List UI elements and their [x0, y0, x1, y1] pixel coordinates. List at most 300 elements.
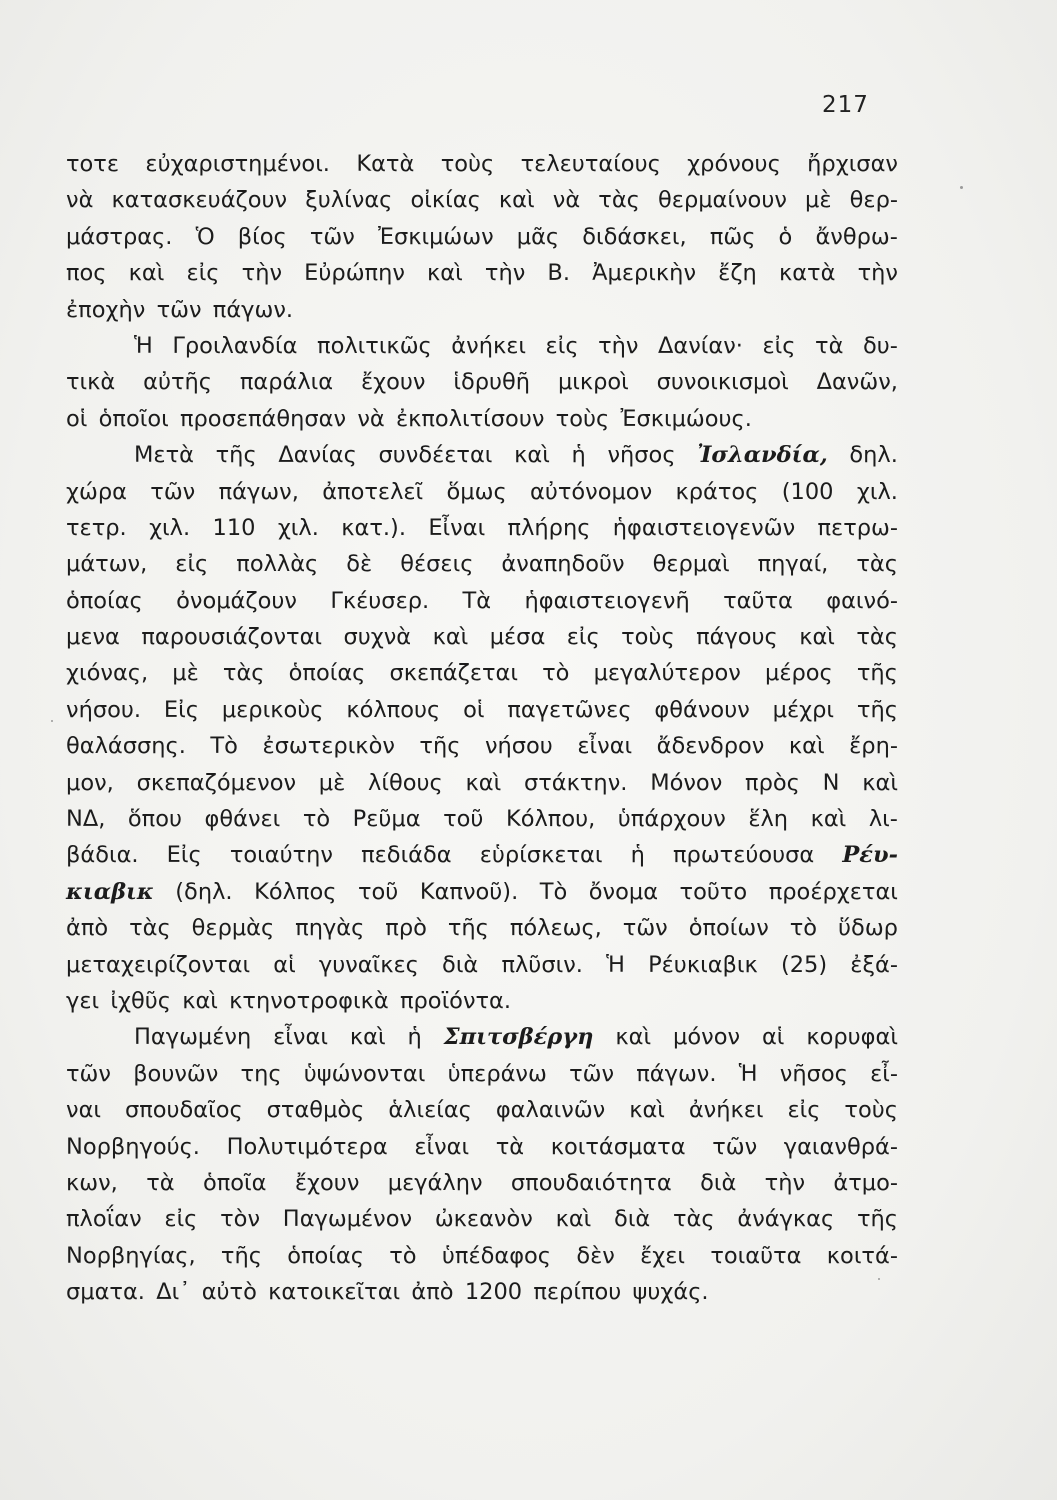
word: σκεπαζόμενον — [136, 769, 297, 796]
text-line — [66, 655, 898, 691]
word: τῶν — [569, 1060, 615, 1087]
word: Κόλπου, — [505, 806, 596, 833]
word: τὴν — [764, 1169, 806, 1196]
word: καὶ — [465, 769, 502, 796]
word: ἱδρυθῆ — [453, 369, 531, 396]
word: τοῦ — [357, 878, 399, 905]
word: κορυφαὶ — [806, 1024, 898, 1051]
word: εἰς — [175, 551, 209, 578]
word: τῶν — [712, 1133, 758, 1160]
word: τῶν — [150, 478, 196, 505]
text-line — [66, 619, 898, 655]
word: καὶ — [182, 987, 218, 1014]
word: καὶ — [427, 260, 463, 287]
word: νὰ — [357, 405, 385, 432]
text-line — [66, 1092, 898, 1128]
word: καὶ — [432, 624, 469, 651]
word: ἔχουν — [294, 1169, 360, 1196]
emphasized-place-name: κιαβικ — [66, 878, 154, 905]
word: τῆς — [419, 733, 461, 760]
word: τὸ — [789, 915, 818, 942]
word: πλήρης — [507, 514, 591, 541]
word: 110 — [212, 514, 256, 541]
word: κοιτά- — [826, 1242, 898, 1269]
word: αὐτὸ — [201, 1279, 257, 1306]
word: σματα. — [66, 1279, 145, 1306]
word: ἐξά- — [850, 951, 898, 978]
text-line — [66, 728, 898, 764]
text-line — [66, 947, 898, 983]
word: ὑψώνονται — [303, 1060, 426, 1087]
word: καὶ — [128, 260, 165, 287]
word: γαιανθρά- — [783, 1133, 898, 1160]
word: μὲ — [805, 187, 832, 214]
word: μερικοὺς — [221, 696, 324, 723]
word: τὰ — [495, 1133, 525, 1160]
word: διὰ — [614, 1206, 651, 1233]
word: κατ.). — [341, 514, 406, 541]
word: παράλια — [239, 369, 334, 396]
word: μενα — [66, 624, 120, 651]
word: Τὰ — [462, 587, 492, 614]
word: νῆσος — [607, 442, 676, 469]
word: ἤρχισαν — [807, 151, 898, 177]
text-line — [66, 182, 898, 218]
word: ὅπου — [127, 806, 182, 833]
word: Εὐρώπην — [304, 260, 405, 287]
word: φθάνει — [204, 806, 281, 833]
word: κράτος — [675, 478, 759, 505]
word: πηγὰς — [295, 915, 365, 942]
word: της — [240, 1060, 282, 1087]
word: Ἡ — [134, 332, 153, 359]
word: γυναῖκες — [318, 951, 419, 978]
word: μεταχειρίζονται — [66, 951, 251, 978]
text-line — [66, 1238, 898, 1274]
word: μον, — [66, 769, 114, 796]
word: σπουδαῖος — [124, 1097, 243, 1124]
text-line — [66, 1129, 898, 1165]
word: τὰ — [815, 332, 844, 359]
word: ὀνομάζουν — [176, 587, 297, 614]
word: νὰ — [66, 187, 94, 214]
word: ἀποτελεῖ — [322, 478, 424, 505]
word: τὰς — [856, 551, 898, 578]
text-line — [66, 474, 898, 510]
word: τὰ — [146, 1169, 175, 1196]
text-line — [66, 983, 898, 1019]
word: πάγων. — [212, 296, 294, 323]
word: Ἡ — [606, 951, 625, 978]
text-line — [66, 874, 898, 910]
word: στάκτην. — [523, 769, 628, 796]
word: Τὸ — [210, 733, 238, 760]
word: νὰ — [552, 187, 581, 214]
word: ἀναπηδοῦν — [501, 551, 625, 578]
word: αἱ — [273, 951, 296, 978]
word: Δανῶν, — [816, 369, 898, 396]
word: πόλεως, — [509, 915, 602, 942]
word: τικὰ — [66, 369, 116, 396]
word: πάγων. — [636, 1060, 717, 1087]
word: ἐποχὴν — [66, 296, 146, 323]
word: δυ- — [862, 332, 898, 359]
text-line — [66, 437, 898, 473]
word: ἔχει — [640, 1242, 686, 1269]
word: πολλὰς — [236, 551, 319, 578]
word: λίθους — [368, 769, 443, 796]
word: τελευταίους — [520, 151, 661, 177]
text-line — [66, 583, 898, 619]
word: Ὁ — [195, 223, 215, 250]
word: μεγάλην — [387, 1169, 483, 1196]
word: τοὺς — [555, 405, 610, 432]
word: πῶς — [709, 223, 756, 250]
word: καὶ — [498, 187, 535, 214]
word: τὴν — [241, 260, 283, 287]
word: ὕδωρ — [838, 915, 898, 942]
word: καὶ — [555, 1206, 592, 1233]
word: θερμαὶ — [652, 551, 730, 578]
word: καὶ — [349, 1024, 386, 1051]
word: οἱ — [66, 405, 88, 432]
word: λι- — [868, 806, 898, 833]
word: Ἡ — [738, 1060, 758, 1087]
word: τῶν — [309, 223, 355, 250]
text-line — [66, 401, 898, 437]
word: πλῦσιν. — [501, 951, 583, 978]
word: εἰς — [186, 260, 220, 287]
word: ἡ — [630, 842, 645, 869]
word: ἀπὸ — [411, 1279, 454, 1306]
text-line — [66, 801, 898, 837]
word: ἄνθρω- — [815, 223, 898, 250]
word: πρὸ — [385, 915, 427, 942]
word: παγετῶνες — [507, 696, 632, 723]
word: τοῦ — [443, 806, 484, 833]
word: καὶ — [799, 624, 835, 651]
word: ἀπὸ — [66, 915, 109, 942]
word: οἱ — [463, 696, 485, 723]
word: Ρεῦμα — [352, 806, 421, 833]
word: τοὺς — [440, 151, 495, 177]
word: πετρω- — [817, 514, 898, 541]
word: χιλ. — [856, 478, 898, 505]
text-line — [66, 546, 898, 582]
word: σταθμὸς — [266, 1097, 365, 1124]
word: Ν — [822, 769, 840, 796]
word: καὶ — [514, 442, 550, 469]
word: τὸ — [302, 806, 331, 833]
word: ἰχθῦς — [110, 987, 171, 1014]
word: Ρέυκιαβικ — [648, 951, 758, 978]
word: τῆς — [856, 696, 898, 723]
word: προσεπάθησαν — [179, 405, 347, 432]
word: θέσεις — [400, 551, 474, 578]
word: εἰς — [164, 1206, 198, 1233]
word: ἔζη — [718, 260, 757, 287]
word: ἀνάγκας — [737, 1206, 835, 1233]
word: συνδέεται — [378, 442, 493, 469]
word: καὶ — [629, 1097, 665, 1124]
word: ὑπέδαφος — [441, 1242, 552, 1269]
word: τῆς — [447, 915, 489, 942]
word: εἰς — [762, 332, 796, 359]
word: Τὸ — [539, 878, 568, 905]
word: ναι — [66, 1097, 102, 1124]
word: Νορβηγούς. — [66, 1133, 200, 1160]
word: τοιαύτην — [229, 842, 333, 869]
word: τὰς — [129, 915, 171, 942]
word: οἰκίας — [410, 187, 481, 214]
word: ἐσωτερικὸν — [262, 733, 395, 760]
word: καὶ — [810, 806, 847, 833]
word: μικροὶ — [557, 369, 629, 396]
word: τὰς — [598, 187, 640, 214]
word: ἀτμο- — [833, 1169, 898, 1196]
word: ἀνήκει — [688, 1097, 764, 1124]
word: εἰς — [545, 332, 579, 359]
word: Ἐσκιμώων — [377, 223, 494, 250]
word: βίος — [237, 223, 287, 250]
word: 1200 — [464, 1279, 523, 1306]
word: ξυλίνας — [305, 187, 393, 214]
word: μάτων, — [66, 551, 148, 578]
word: πεδιάδα — [361, 842, 452, 869]
word: προέρχεται — [768, 878, 898, 905]
text-line — [66, 255, 898, 291]
word: πάγους — [696, 624, 778, 651]
word: ὁποῖοι — [98, 405, 169, 432]
word: τῶν — [66, 1060, 111, 1087]
word: τῆς — [215, 442, 257, 469]
word: τὴν — [857, 260, 898, 287]
word: Παγωμένη — [134, 1024, 252, 1051]
word: ἕλη — [748, 806, 789, 833]
word: σκεπάζεται — [389, 660, 518, 687]
word: ὑπάρχουν — [617, 806, 726, 833]
word: τοτε — [66, 151, 120, 177]
word: Ἐσκιμώους. — [620, 405, 752, 432]
word: τὰς — [673, 1206, 715, 1233]
word: ὁποίας — [288, 660, 366, 687]
word: τῆς — [220, 1242, 262, 1269]
text-line — [66, 510, 898, 546]
word: τὸ — [389, 1242, 417, 1269]
word: ταῦτα — [723, 587, 793, 614]
text-line — [66, 910, 898, 946]
word: χιλ. — [149, 514, 191, 541]
word: Εἶναι — [428, 514, 486, 541]
word: τοῦτο — [679, 878, 748, 905]
word: πάγων, — [218, 478, 299, 505]
emphasized-place-name: Σπιτσβέργη — [443, 1024, 594, 1051]
word: εἶναι — [273, 1024, 328, 1051]
word: χρόνους — [687, 151, 781, 177]
word: πρὸς — [745, 769, 800, 796]
word: βουνῶν — [133, 1060, 219, 1087]
word: εἰς — [787, 1097, 821, 1124]
word: νήσου — [484, 733, 553, 760]
text-line — [66, 219, 898, 255]
word: φαινό- — [826, 587, 898, 614]
word: γει — [66, 987, 100, 1014]
text-line — [66, 1019, 898, 1055]
word: ὑπεράνω — [447, 1060, 547, 1087]
word: ὁποίων — [688, 915, 769, 942]
word: κων, — [66, 1169, 118, 1196]
text-line — [66, 328, 898, 364]
word: Δανίας — [278, 442, 357, 469]
word: διὰ — [442, 951, 479, 978]
text-line — [66, 765, 898, 801]
word: τοὺς — [844, 1097, 898, 1124]
word: ὅμως — [446, 478, 507, 505]
word: ἡ — [407, 1024, 422, 1051]
word: παρουσιάζονται — [141, 624, 323, 651]
word: διδάσκει, — [582, 223, 687, 250]
word: κόλπους — [346, 696, 441, 723]
word: περίπου — [533, 1279, 622, 1306]
word: ΝΔ, — [66, 806, 106, 833]
word: Εἰς — [166, 842, 202, 869]
word: μόνον — [673, 1024, 741, 1051]
word: κατοικεῖται — [268, 1279, 401, 1306]
text-line — [66, 1165, 898, 1201]
word: χιόνας, — [66, 660, 149, 687]
word: Γκέυσερ. — [330, 587, 430, 614]
word: πος — [66, 260, 107, 287]
paper-speck — [960, 186, 963, 189]
word: ὄνομα — [588, 878, 659, 905]
word: εὐχαριστημένοι. — [145, 151, 330, 177]
emphasized-place-name: Ἰσλανδία, — [697, 442, 828, 469]
text-line — [66, 292, 898, 328]
word: ὁποίας — [66, 587, 143, 614]
word: πολιτικῶς — [317, 332, 432, 359]
word: καὶ — [788, 733, 825, 760]
paper-speck — [878, 1278, 880, 1280]
word: ἀνήκει — [451, 332, 526, 359]
word: τῆς — [856, 1206, 898, 1233]
word: Κατὰ — [356, 151, 415, 177]
word: τὸ — [542, 660, 570, 687]
word: βάδια. — [66, 842, 139, 869]
text-line — [66, 364, 898, 400]
word: αὐτῆς — [143, 369, 212, 396]
word: δὲ — [346, 551, 373, 578]
word: συνοικισμοὶ — [656, 369, 789, 396]
word: κοιτάσματα — [550, 1133, 686, 1160]
word: τὰς — [856, 624, 898, 651]
word: ἁλιείας — [388, 1097, 472, 1124]
body-text — [66, 146, 898, 1311]
text-line — [66, 1056, 898, 1092]
word: τὰς — [222, 660, 265, 687]
word: τῶν — [622, 915, 668, 942]
word: δηλ. — [849, 442, 898, 469]
word: (25) — [780, 951, 828, 978]
word: τοιαῦτα — [710, 1242, 802, 1269]
word: τὴν — [598, 332, 639, 359]
word: Νορβηγίας, — [66, 1242, 196, 1269]
word: διὰ — [700, 1169, 737, 1196]
text-line — [66, 1201, 898, 1237]
word: χιλ. — [277, 514, 319, 541]
word: καὶ — [862, 769, 898, 796]
word: Ἀμερικὴν — [592, 260, 697, 287]
word: νῆσος — [779, 1060, 848, 1087]
word: Καπνοῦ). — [419, 878, 519, 905]
word: ἡφαιστειογενῶν — [612, 514, 796, 541]
word: φαλαινῶν — [495, 1097, 606, 1124]
word: εἰς — [566, 624, 600, 651]
word: καὶ — [615, 1024, 652, 1051]
word: μέρος — [765, 660, 833, 687]
word: Κόλπος — [254, 878, 337, 905]
word: ὁ — [778, 223, 793, 250]
word: θερμαίνουν — [658, 187, 787, 214]
word: Δι᾿ — [156, 1279, 191, 1306]
word: μὲ — [172, 660, 199, 687]
word: δὲν — [576, 1242, 615, 1269]
word: μέσα — [489, 624, 546, 651]
word: θερ- — [849, 187, 898, 214]
word: ἔχουν — [360, 369, 426, 396]
word: Β. — [547, 260, 571, 287]
word: ἡφαιστειογενῆ — [524, 587, 690, 614]
word: αὐτόνομον — [530, 478, 653, 505]
word: Μόνον — [650, 769, 723, 796]
word: εἶναι — [414, 1133, 470, 1160]
word: συχνὰ — [343, 624, 412, 651]
text-line — [66, 837, 898, 873]
word: Μετὰ — [134, 442, 194, 469]
word: θερμὰς — [191, 915, 275, 942]
page-number: 217 — [822, 92, 869, 118]
text-line — [66, 146, 898, 182]
word: θαλάσσης. — [66, 733, 186, 760]
word: πρωτεύουσα — [672, 842, 815, 869]
word: φθάνουν — [654, 696, 750, 723]
word: ἐκπολιτίσουν — [395, 405, 545, 432]
word: χώρα — [66, 478, 127, 505]
word: μᾶς — [516, 223, 560, 250]
word: τετρ. — [66, 514, 127, 541]
word: κατασκευάζουν — [111, 187, 288, 214]
word: πηγαί, — [757, 551, 829, 578]
word: εὑρίσκεται — [479, 842, 603, 869]
word: ἄδενδρον — [656, 733, 765, 760]
word: σπουδαιότητα — [510, 1169, 672, 1196]
word: Παγωμένον — [282, 1206, 413, 1233]
word: τὸν — [220, 1206, 261, 1233]
word: κατὰ — [778, 260, 836, 287]
paper-speck — [51, 720, 53, 722]
word: μάστρας. — [66, 223, 173, 250]
word: εἶναι — [577, 733, 633, 760]
word: ὁποῖα — [202, 1169, 267, 1196]
word: προϊόντα. — [399, 987, 512, 1014]
text-line — [66, 1274, 898, 1310]
word: (100 — [781, 478, 834, 505]
word: ὠκεανὸν — [434, 1206, 533, 1233]
word: Πολυτιμότερα — [226, 1133, 388, 1160]
word: εἶ- — [870, 1060, 898, 1087]
word: μεγαλύτερον — [593, 660, 741, 687]
word: νήσου. — [66, 696, 142, 723]
word: τοὺς — [621, 624, 675, 651]
